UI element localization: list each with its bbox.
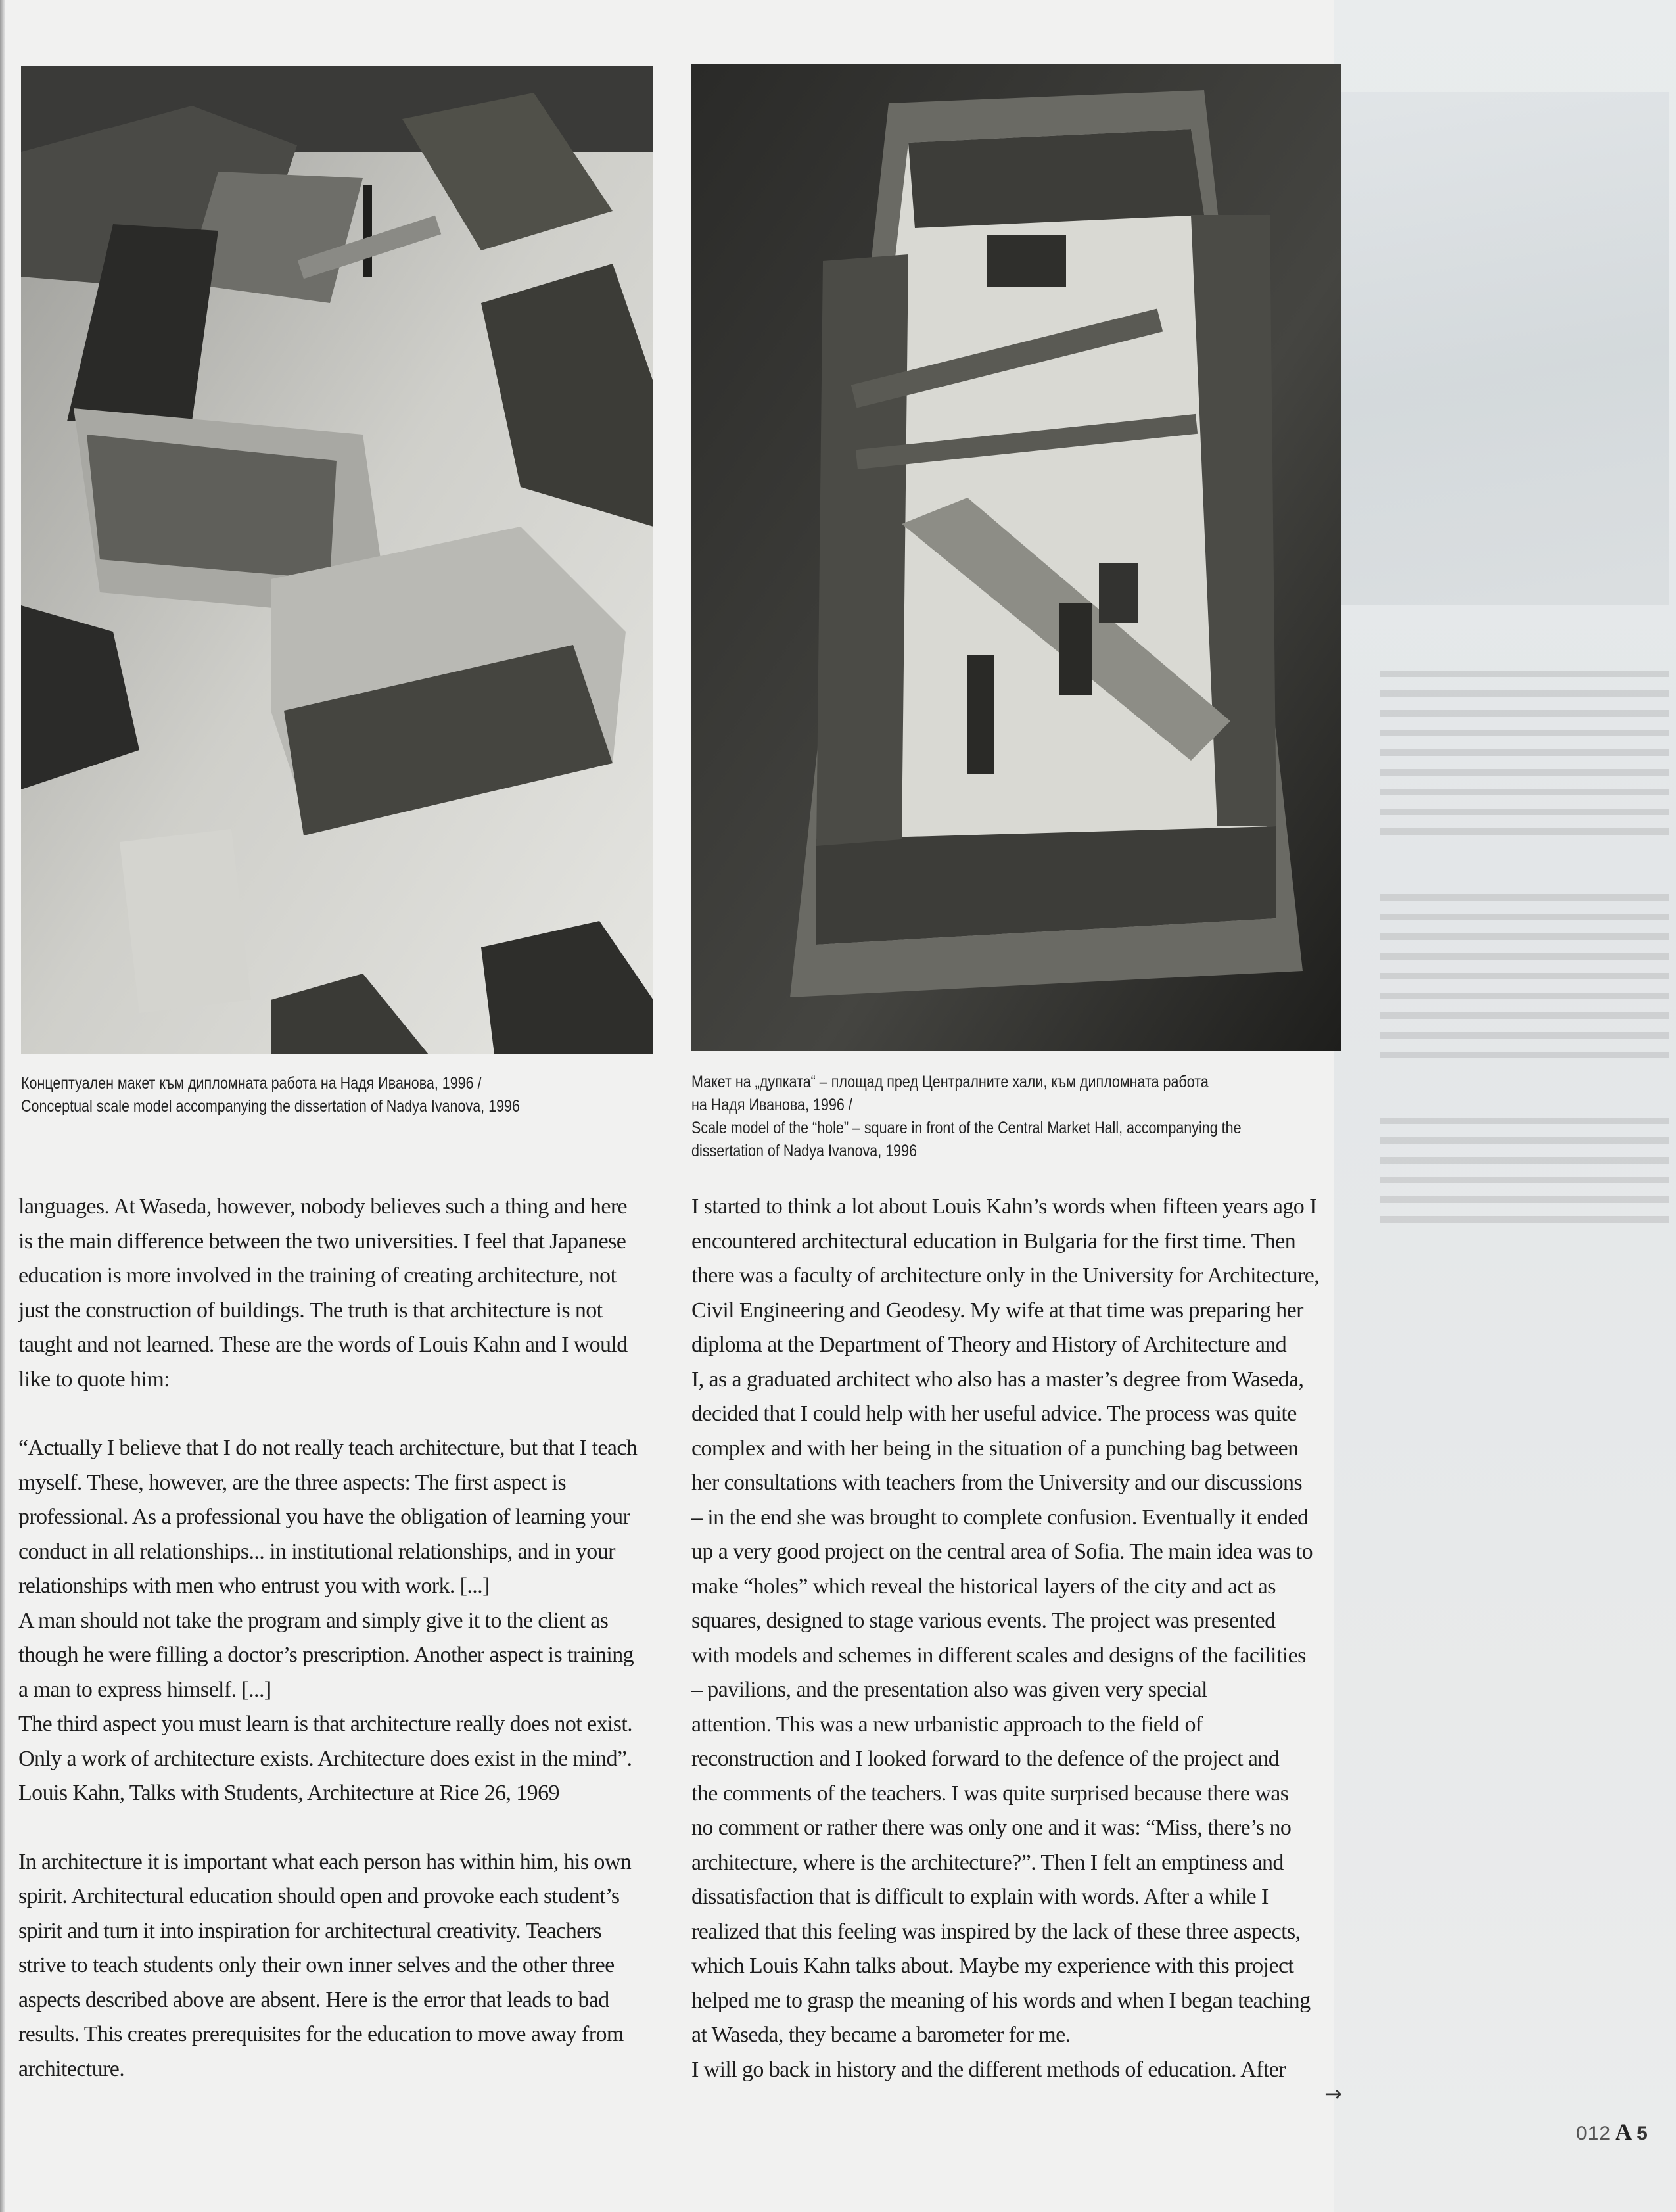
text-line: there was a faculty of architecture only in the University for Architecture, xyxy=(691,1263,1320,1288)
text-line: – pavilions, and the presentation also was given very special xyxy=(691,1678,1207,1702)
adjacent-page-text-block xyxy=(1380,671,1669,841)
text-line: The third aspect you must learn is that architecture really does not exist. xyxy=(18,1712,633,1736)
caption-line: dissertation of Nadya Ivanova, 1996 xyxy=(691,1142,918,1160)
text-line: Louis Kahn, Talks with Students, Architecture at Rice 26, 1969 xyxy=(18,1781,559,1805)
adjacent-page-photo xyxy=(1341,92,1669,605)
text-line: relationships with men who entrust you with work. [...] xyxy=(18,1574,490,1598)
paragraph-gap xyxy=(18,1397,637,1431)
body-text-right-column xyxy=(691,1190,1319,2087)
text-line: taught and not learned. These are the words of Louis Kahn and I would xyxy=(18,1332,628,1357)
text-line: In architecture it is important what each person has within him, his own xyxy=(18,1849,632,1874)
text-line: “Actually I believe that I do not really teach architecture, but that I teach xyxy=(18,1436,638,1460)
caption-line: на Надя Иванова, 1996 / xyxy=(691,1096,852,1114)
caption-line: Scale model of the “hole” – square in front of the Central Market Hall, accompanying the xyxy=(691,1119,1242,1137)
text-line: education is more involved in the training of creating architecture, not xyxy=(18,1263,617,1288)
text-line: reconstruction and I looked forward to the defence of the project and xyxy=(691,1747,1280,1771)
text-line: dissatisfaction that is difficult to explain with words. After a while I xyxy=(691,1885,1269,1909)
text-line: her consultations with teachers from the University and our discussions xyxy=(691,1471,1303,1495)
text-line: myself. These, however, are the three aspects: The first aspect is xyxy=(18,1470,566,1495)
text-line: realized that this feeling was inspired by the lack of these three aspects, xyxy=(691,1919,1301,1944)
text-line: Only a work of architecture exists. Architecture does exist in the mind”. xyxy=(18,1746,632,1771)
text-line: make “holes” which reveal the historical layers of the city and act as xyxy=(691,1574,1276,1599)
caption-line: Концептуален макет към дипломната работа на Надя Иванова, 1996 / xyxy=(21,1074,482,1093)
adjacent-page-text-block xyxy=(1380,894,1669,1065)
text-line: Civil Engineering and Geodesy. My wife at that time was preparing her xyxy=(691,1298,1303,1323)
page-number: 5 xyxy=(1637,2123,1648,2144)
text-line: just the construction of buildings. The truth is that architecture is not xyxy=(18,1298,603,1323)
text-line: diploma at the Department of Theory and History of Architecture and xyxy=(691,1332,1287,1357)
text-line: spirit. Architectural education should open and provoke each student’s xyxy=(18,1884,620,1908)
text-line: architecture, where is the architecture?”. Then I felt an emptiness and xyxy=(691,1850,1284,1875)
paragraph-gap xyxy=(18,1811,637,1845)
text-line: I, as a graduated architect who also has a master’s degree from Waseda, xyxy=(691,1367,1304,1392)
figure-caption-left xyxy=(21,1072,520,1118)
text-line: up a very good project on the central area of Sofia. The main idea was to xyxy=(691,1540,1313,1564)
text-line: is the main difference between the two universities. I feel that Japanese xyxy=(18,1229,626,1254)
text-line: architecture. xyxy=(18,2056,125,2081)
text-line: languages. At Waseda, however, nobody believes such a thing and here xyxy=(18,1194,628,1219)
figure-caption-right xyxy=(691,1071,1242,1163)
issue-number: 012 xyxy=(1576,2123,1612,2144)
caption-line: Макет на „дупката“ – площад пред Централните хали, към дипломната работа xyxy=(691,1073,1209,1091)
text-line: squares, designed to stage various events. The project was presented xyxy=(691,1609,1276,1633)
photo-hole-model xyxy=(691,64,1341,1051)
text-line: helped me to grasp the meaning of his words and when I began teaching xyxy=(691,1988,1311,2013)
page-spine-shadow xyxy=(0,0,5,2212)
text-line: with models and schemes in different scales and designs of the facilities xyxy=(691,1643,1306,1668)
continue-arrow-icon: → xyxy=(1324,2081,1342,2106)
text-line: attention. This was a new urbanistic approach to the field of xyxy=(691,1712,1203,1737)
text-line: strive to teach students only their own inner selves and the other three xyxy=(18,1953,615,1977)
text-line: encountered architectural education in Bulgaria for the first time. Then xyxy=(691,1229,1296,1254)
text-line: A man should not take the program and simply give it to the client as xyxy=(18,1608,609,1633)
caption-line: Conceptual scale model accompanying the dissertation of Nadya Ivanova, 1996 xyxy=(21,1097,520,1116)
text-line: a man to express himself. [...] xyxy=(18,1677,271,1702)
text-line: results. This creates prerequisites for the education to move away from xyxy=(18,2022,624,2046)
body-text-left-column xyxy=(18,1190,637,2086)
page-folio xyxy=(1576,2118,1648,2146)
text-line: though he were filling a doctor’s prescription. Another aspect is training xyxy=(18,1643,634,1667)
text-line: which Louis Kahn talks about. Maybe my experience with this project xyxy=(691,1954,1294,1978)
text-line: at Waseda, they became a barometer for me. xyxy=(691,2023,1071,2047)
text-line: conduct in all relationships... in institutional relationships, and in your xyxy=(18,1539,615,1564)
text-line: no comment or rather there was only one and it was: “Miss, there’s no xyxy=(691,1816,1292,1840)
text-line: I started to think a lot about Louis Kahn’s words when fifteen years ago I xyxy=(691,1194,1316,1219)
photo-conceptual-model xyxy=(21,66,653,1054)
text-line: like to quote him: xyxy=(18,1367,170,1392)
text-line: the comments of the teachers. I was quite surprised because there was xyxy=(691,1781,1289,1806)
text-line: aspects described above are absent. Here is the error that leads to bad xyxy=(18,1987,609,2012)
text-line: spirit and turn it into inspiration for architectural creativity. Teachers xyxy=(18,1918,601,1943)
magazine-mark: A xyxy=(1615,2119,1633,2145)
text-line: I will go back in history and the different methods of education. After xyxy=(691,2057,1286,2082)
text-line: decided that I could help with her useful advice. The process was quite xyxy=(691,1401,1297,1426)
text-line: – in the end she was brought to complete confusion. Eventually it ended xyxy=(691,1505,1309,1530)
adjacent-page-text-block xyxy=(1380,1118,1669,1229)
text-line: complex and with her being in the situation of a punching bag between xyxy=(691,1436,1299,1461)
text-line: professional. As a professional you have the obligation of learning your xyxy=(18,1505,630,1529)
